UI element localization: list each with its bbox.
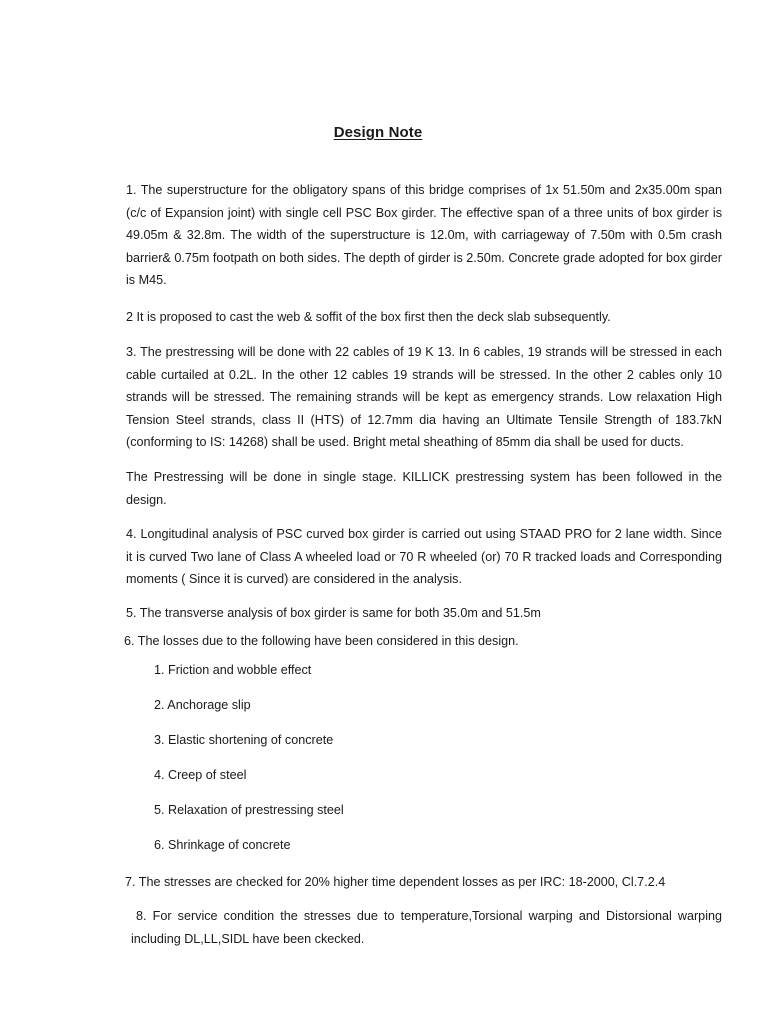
page-title: Design Note (333, 124, 423, 141)
paragraph-losses-intro: 6. The losses due to the following have been considered in this design. (124, 634, 519, 648)
list-item: 4. Creep of steel (154, 768, 247, 782)
list-item: 3. Elastic shortening of concrete (154, 733, 334, 747)
paragraph-casting: 2 It is proposed to cast the web & soffit of the box first then the deck slab subsequently. (126, 310, 611, 324)
paragraph-longitudinal-analysis: 4. Longitudinal analysis of PSC curved box girder is carried out using STAAD PRO for 2 lane width. Since it is curved Two lane of Class A wheeled load or 70 R wheeled (or) 70 R tracked loads and Corresponding moments ( Since it is curved) are considered in the analysis. (126, 527, 722, 587)
list-item: 6. Shrinkage of concrete (154, 838, 291, 852)
paragraph-prestressing: 3. The prestressing will be done with 22 cables of 19 K 13. In 6 cables, 19 strands will be stressed in each cable curtailed at 0.2L. In the other 12 cables 19 strands will be stressed. In the other 2 cables only 10 strands will be stressed. The remaining strands will be kept as emergency strands. Low relaxation High Tension Steel strands, class II (HTS) of 12.7mm dia having an Ultimate Tensile Strength of 183.7kN (conforming to IS: 14268) shall be used. Bright metal sheathing of 85mm dia shall be used for ducts. (126, 345, 722, 450)
paragraph-service-condition: 8. For service condition the stresses due to temperature,Torsional warping and Distorsional warping including DL,LL,SIDL have been ckecked. (131, 909, 722, 946)
paragraph-superstructure: 1. The superstructure for the obligatory spans of this bridge comprises of 1x 51.50m and 2x35.00m span (c/c of Expansion joint) with single cell PSC Box girder. The effective span of a three units of box girder is 49.05m & 32.8m. The width of the superstructure is 12.0m, with carriageway of 7.50m with 0.5m crash barrier& 0.75m footpath on both sides. The depth of girder is 2.50m. Concrete grade adopted for box girder is M45. (126, 183, 722, 288)
paragraph-stress-check: 7. The stresses are checked for 20% higher time dependent losses as per IRC: 18-2000, Cl.7.2.4 (125, 875, 666, 889)
list-item: 1. Friction and wobble effect (154, 663, 312, 677)
list-item: 2. Anchorage slip (154, 698, 251, 712)
list-item: 5. Relaxation of prestressing steel (154, 803, 344, 817)
paragraph-transverse-analysis: 5. The transverse analysis of box girder is same for both 35.0m and 51.5m (126, 606, 541, 620)
paragraph-prestressing-stage: The Prestressing will be done in single stage. KILLICK prestressing system has been followed in the design. (126, 470, 722, 507)
